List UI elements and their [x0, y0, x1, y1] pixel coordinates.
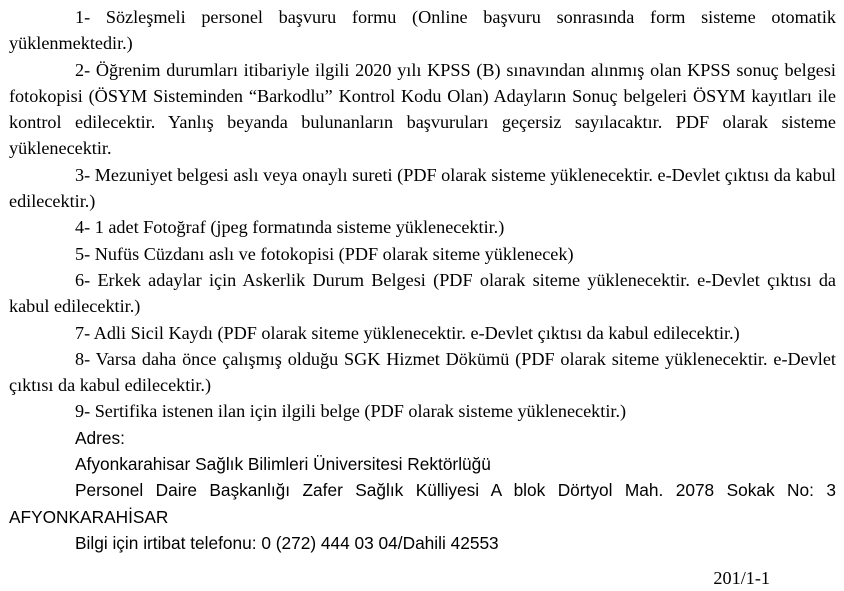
requirement-item-5: 5- Nufüs Cüzdanı aslı ve fotokopisi (PDF olarak siteme yüklenecek): [75, 243, 574, 264]
requirement-item-1: 1- Sözleşmeli personel başvuru formu (Online başvuru sonrasında form sisteme otomatik yüklenmektedir.): [9, 7, 836, 54]
address-street: Personel Daire Başkanlığı Zafer Sağlık Külliyesi A blok Dörtyol Mah. 2078 Sokak No: 3 AFYONKARAHİSAR: [9, 480, 836, 527]
contact-phone: Bilgi için irtibat telefonu: 0 (272) 444 03 04/Dahili 42553: [75, 532, 499, 553]
requirement-item-8: 8- Varsa daha önce çalışmış olduğu SGK Hizmet Dökümü (PDF olarak siteme yüklenecektir. e-Devlet çıktısı da kabul edilecektir.): [9, 348, 836, 396]
address-institution: Afyonkarahisar Sağlık Bilimleri Üniversitesi Rektörlüğü: [75, 454, 491, 475]
address-label: Adres:: [75, 427, 125, 448]
requirement-item-3: 3- Mezuniyet belgesi aslı veya onaylı sureti (PDF olarak sisteme yüklenecektir. e-Devlet çıktısı da kabul edilecektir.): [9, 164, 836, 212]
page-reference: 201/1-1: [713, 568, 770, 588]
requirement-item-9: 9- Sertifika istenen ilan için ilgili belge (PDF olarak sisteme yüklenecektir.): [75, 401, 627, 422]
requirement-item-6: 6- Erkek adaylar için Askerlik Durum Belgesi (PDF olarak siteme yüklenecektir. e-Devlet çıktısı da kabul edilecektir.): [9, 269, 836, 317]
requirement-item-2: 2- Öğrenim durumları itibariyle ilgili 2020 yılı KPSS (B) sınavından alınmış olan KPSS sonuç belgesi fotokopisi (ÖSYM Sisteminden “Barkodlu” Kontrol Kodu Olan) Adayların Sonuç belgeleri ÖSYM kayıtları ile kontrol edilecektir. Yanlış beyanda bulunanların başvuruları geçersiz sayılacaktır. PDF olarak sisteme yüklenecektir.: [9, 59, 836, 159]
requirement-item-4: 4- 1 adet Fotoğraf (jpeg formatında sisteme yüklenecektir.): [75, 217, 505, 238]
requirement-item-7: 7- Adli Sicil Kaydı (PDF olarak siteme yüklenecektir. e-Devlet çıktısı da kabul edilecektir.): [75, 322, 740, 343]
document-body: [9, 4, 836, 556]
